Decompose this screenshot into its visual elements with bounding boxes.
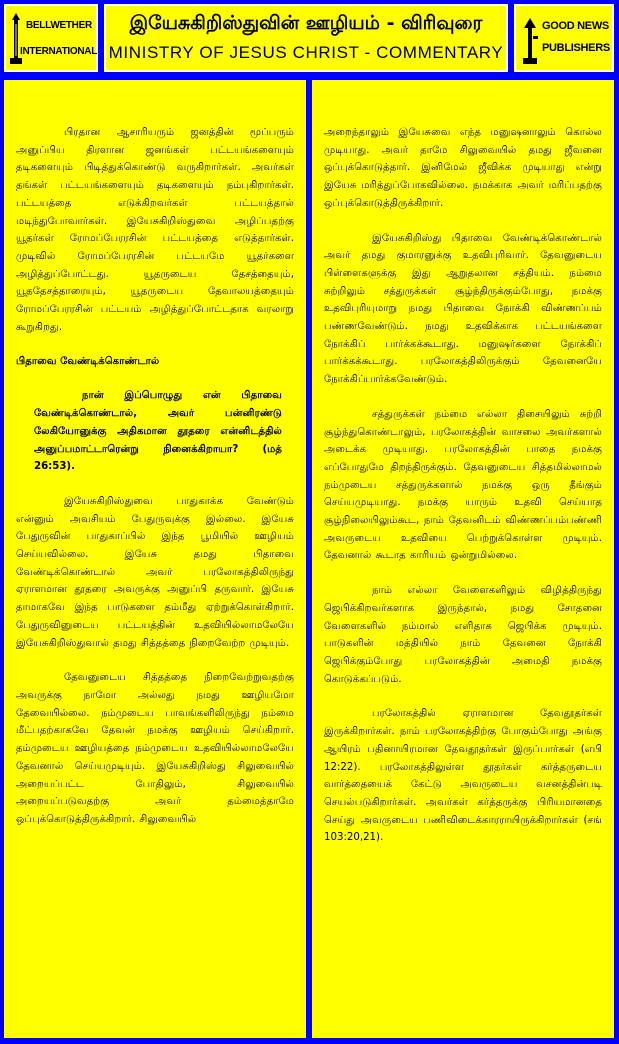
scripture-quote: நான் இப்பொழுது என் பிதாவை வேண்டிக்கொண்டால், அவர் பன்னிரண்டு லேகியோனுக்கு அதிகமான தூதரை என்னிடத்தில் அனுப்பமாட்டாரென்று நினைக்கிறாயா? (மத் 26:53).	[34, 390, 282, 473]
bellwether-logo-icon	[10, 10, 96, 68]
title-box	[104, 4, 508, 72]
good-news-logo-box	[514, 4, 614, 72]
page-title-english: MINISTRY OF JESUS CHRIST - COMMENTARY	[108, 43, 504, 62]
right-paragraph-3: சத்துருக்கள் நம்மை எல்லா திசையிலும் சுற்றி சூழ்ந்துகொண்டாலும், பரலோகத்தின் வாசலை அவர்களால் அடைக்க முடியாது. பரலோகத்தின் பாதை நமக்கு எப்போதுமே திறந்திருக்கும். தேவனுடைய சித்தமில்லாமல் நம்முடைய சத்துருக்களால் நமக்கு ஒரு தீங்கும் செய்யமுடியாது. நமக்கு யாரும் உதவி செய்யாத சூழ்நிலையிலும்கூட, நாம் தேவனிடம் விண்ணப்பம்பண்ணி அவருடைய உதவியை பெற்றுக்கொள்ள முடியும். தேவனால் கூடாத காரியம் ஒன்றுமில்லை.	[324, 408, 602, 562]
right-paragraph-2: இயேசுகிறிஸ்து பிதாவை வேண்டிக்கொண்டால் அவர் தமது குமாரனுக்கு உதவிபுரிவார். தேவனுடைய பிள்ளைகளுக்கு இது ஆறுதலான சத்தியம். நம்மை சுற்றிலும் சத்துருக்கள் சூழ்ந்திருக்கும்போது, நமக்கு உதவிபுரியுமாறு நமது பிதாவை நோக்கி விண்ணப்பம் பண்ணவேண்டும். நமது உதவிக்காக பட்டயங்களை நோக்கிப் பார்க்கக்கூடாது. மனுஷர்களை நோக்கிப் பார்க்கக்கூடாது. பரலோகத்திலிருக்கும் தேவனையே நோக்கிப்பார்க்கவேண்டும்.	[324, 232, 602, 386]
bellwether-logo-line1: BELLWETHER	[26, 20, 92, 31]
left-column	[4, 80, 306, 1038]
header	[0, 0, 619, 78]
right-paragraph-1: அறைந்தாலும் இயேசுவை எந்த மனுஷனாலும் கொல்ல முடியாது. அவர் தாமே சிலுவையில் தமது ஜீவனை ஒப்புக்கொடுத்தார். இனிமேல் ஜீவிக்க முடியாது என்று இயேசு மரித்துப்போகவில்லை. நமக்காக அவர் மரிப்பதற்கு ஒப்புக்கொடுத்திருக்கிறார்.	[324, 127, 602, 209]
right-paragraph-5: பரலோகத்தில் ஏராளமான தேவதூதர்கள் இருக்கிறார்கள். நாம் பரலோகத்திற்கு போகும்போது அங்கு ஆயிரம் பதினாயிரமான தேவதூதர்கள் இருப்பார்கள் (எபி 12:22). பரலோகத்திலுள்ள தூதர்கள் கர்த்தருடைய வார்த்தையைக் கேட்டு அவருடைய வசனத்தின்படி செயல்படுகிறார்கள். அவர்கள் கர்த்தருக்கு பிரியமானதை செய்து அவருடைய பணிவிடைக்காரராயிருக்கிறார்கள் (சங் 103:20,21).	[324, 708, 602, 844]
bellwether-logo-line2: INTERNATIONAL	[20, 46, 98, 57]
good-news-logo-line2: PUBLISHERS	[542, 42, 610, 54]
bellwether-logo-box	[4, 4, 98, 72]
good-news-logo-line1: GOOD NEWS	[542, 20, 609, 32]
section-heading: பிதாவை வேண்டிக்கொண்டால்	[16, 356, 160, 368]
right-paragraph-4: நாம் எல்லா வேளைகளிலும் விழித்திருந்து ஜெபிக்கிறவர்களாக இருந்தால், நமது சோதனை வேளைகளில் நம்மால் எளிதாக ஜெபிக்க முடியும். பாடுகளின் மத்தியில் நாம் தேவனை நோக்கி ஜெபிக்கும்போது பரலோகத்தின் அமைதி நமக்கு கொடுக்கப்படும்.	[324, 585, 602, 685]
right-column	[312, 80, 614, 1038]
good-news-logo-icon	[520, 10, 612, 68]
page-title-tamil: இயேசுகிறிஸ்துவின் ஊழியம் - விரிவுரை	[129, 12, 483, 34]
left-paragraph-2: இயேசுகிறிஸ்துவை பாதுகாக்க வேண்டும் என்னும் அவசியம் பேதுருவுக்கு இல்லை. இயேசு பேதுருவின் பாதுகாப்பில் இந்த பூமியில் ஊழியம் செய்யவில்லை. இயேசு தமது பிதாவை வேண்டிக்கொண்டால் அவர் பரலோகத்திலிருந்து ஏராளமான தூதரை அவருக்கு அனுப்பி தருவார். இயேசு தாமாகவே இந்த பாடுகளை தம்மீது ஏற்றுக்கொள்கிறார். பேதுருவினுடைய பட்டயத்தின் உதவியில்லாமலேயே இயேசுகிறிஸ்துவால் தமது சித்தத்தை நிறைவேற்ற முடியும்.	[16, 495, 294, 649]
left-paragraph-3: தேவனுடைய சித்தத்தை நிறைவேற்றுவதற்கு அவருக்கு நாமோ அல்லது நமது ஊழியமோ தேவையில்லை. நம்முடைய பாவங்களிலிருந்து நம்மை மீட்பதற்காகவே தேவன் நமக்கு ஊழியம் செய்கிறார். தம்முடைய ஊழியத்தை நம்முடைய உதவியில்லாமலேயே தேவனால் செய்யமுடியும். இயேசுகிறிஸ்து சிலுவையில் அறையப்பட்ட போதிலும், சிலுவையில் அறையப்படுவதற்கு அவர் தம்மைத்தாமே ஒப்புக்கொடுத்திருக்கிறார். சிலுவையில்	[16, 672, 294, 825]
left-paragraph-1: பிரதான ஆசாரியரும் ஜனத்தின் மூப்பரும் அனுப்பிய திரளான ஜனங்கள் பட்டயங்களையும் தடிகளையும் பிடித்துக்கொண்டு வருகிறார்கள். அவர்கள் தங்கள் பட்டயங்களையும் தடிகளையும் நம்புகிறார்கள். பட்டயத்தை எடுக்கிறவர்கள் பட்டயத்தால் மடிந்துபோவார்கள். இயேசுகிறிஸ்துவை அழிப்பதற்கு யூதர்கள் ரோமப்பேரரசின் பட்டயத்தை எடுத்தார்கள். முடிவில் ரோமப்பேரரசின் பட்டயமே யூதர்களை அழித்துப்போட்டது. யூதருடைய தேசத்தையும், யூததேசத்தாரையும், யூதருடைய தேவாலயத்தையும் ரோமப்பேரரசின் பட்டயம் அழித்துப்போட்டதாக வரலாறு கூறுகிறது.	[16, 127, 294, 333]
